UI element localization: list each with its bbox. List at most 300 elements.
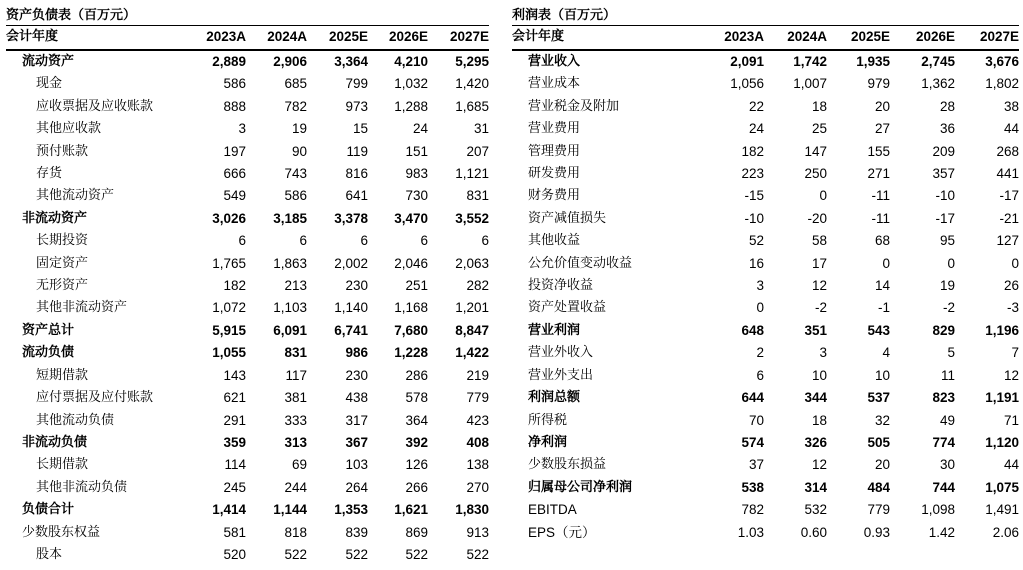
- row-value: 7: [1011, 345, 1019, 361]
- row-value: 2,889: [212, 54, 246, 69]
- header-year: 2024A: [764, 26, 827, 50]
- table-row: [512, 320, 1019, 342]
- row-value: -15: [744, 188, 764, 204]
- row-value: 586: [284, 188, 307, 204]
- row-value: 24: [748, 121, 764, 137]
- table-row: [512, 432, 1019, 454]
- row-label: 负债合计: [22, 502, 75, 518]
- row-value: 49: [939, 412, 955, 428]
- row-value: 1.42: [928, 524, 955, 540]
- row-value: 6: [360, 233, 368, 249]
- row-value: -10: [744, 210, 764, 226]
- row-value: 2,002: [334, 255, 368, 271]
- row-value: 103: [345, 457, 368, 473]
- row-value: 543: [867, 322, 890, 338]
- table-row: [6, 185, 489, 207]
- row-value: 314: [804, 479, 827, 495]
- row-value: 1,228: [394, 345, 428, 361]
- row-value: 522: [466, 546, 489, 562]
- header-year: 2027E: [428, 26, 489, 50]
- row-value: 505: [867, 434, 890, 450]
- row-value: 8,847: [455, 322, 489, 338]
- row-value: 537: [867, 390, 890, 406]
- row-label: 存货: [36, 166, 63, 182]
- table-row: [6, 544, 489, 566]
- table-row: [6, 275, 489, 297]
- row-value: 782: [741, 502, 764, 518]
- row-label: 预付账款: [36, 143, 89, 159]
- row-value: 18: [811, 412, 827, 428]
- row-label: 长期投资: [36, 233, 89, 249]
- table-row: [512, 163, 1019, 185]
- balance-sheet-table: [6, 26, 489, 566]
- row-value: 119: [346, 143, 368, 159]
- row-label: 其他应收款: [36, 121, 102, 137]
- row-value: 126: [405, 457, 428, 473]
- table-row: [512, 342, 1019, 364]
- row-label: 公允价值变动收益: [528, 255, 633, 271]
- row-value: 829: [932, 322, 955, 338]
- row-value: 20: [874, 457, 890, 473]
- row-value: 3: [756, 278, 764, 294]
- row-label: 非流动负债: [22, 434, 88, 450]
- table-row: [512, 387, 1019, 409]
- row-label: 短期借款: [36, 367, 89, 383]
- row-value: 1,685: [455, 98, 489, 114]
- table-row: [512, 141, 1019, 163]
- row-value: 70: [748, 412, 764, 428]
- header-fiscal-year: 会计年度: [512, 26, 701, 50]
- row-value: -1: [877, 300, 890, 316]
- income-statement-panel: [512, 6, 1019, 544]
- table-row: [512, 50, 1019, 73]
- table-row: [512, 96, 1019, 118]
- row-value: 869: [405, 524, 428, 540]
- row-value: 26: [1003, 278, 1019, 294]
- header-year: 2027E: [955, 26, 1019, 50]
- table-row: [512, 477, 1019, 499]
- row-value: 1,288: [394, 98, 428, 114]
- header-year: 2025E: [307, 26, 368, 50]
- row-value: 5,295: [455, 54, 489, 69]
- table-row: [6, 118, 489, 140]
- row-value: 2: [756, 345, 764, 361]
- row-value: 30: [939, 457, 955, 473]
- table-row: [6, 96, 489, 118]
- balance-sheet-title: 资产负债表（百万元）: [6, 8, 137, 23]
- row-value: 10: [874, 367, 890, 383]
- row-value: 2,906: [273, 54, 307, 69]
- row-value: 392: [405, 434, 428, 450]
- table-row: [512, 230, 1019, 252]
- row-value: 666: [223, 166, 246, 182]
- row-value: 986: [345, 345, 368, 361]
- row-label: 营业收入: [528, 54, 581, 69]
- row-value: 0.93: [863, 524, 890, 540]
- row-value: 648: [741, 322, 764, 338]
- row-value: 4,210: [394, 54, 428, 69]
- row-value: 1,072: [212, 300, 246, 316]
- row-value: 1,422: [455, 345, 489, 361]
- income-statement-table: [512, 26, 1019, 544]
- row-value: 3,470: [394, 210, 428, 226]
- row-value: -2: [942, 300, 955, 316]
- row-value: 333: [284, 412, 307, 428]
- row-value: 423: [466, 412, 489, 428]
- row-value: 2.06: [992, 524, 1019, 540]
- row-value: 1,863: [273, 255, 307, 271]
- row-label: 其他收益: [528, 233, 581, 249]
- income-statement-body: [512, 50, 1019, 544]
- table-row: [6, 163, 489, 185]
- table-row: [6, 73, 489, 95]
- row-value: 11: [940, 367, 955, 383]
- row-value: 117: [285, 367, 307, 383]
- table-row: [6, 297, 489, 319]
- row-value: 71: [1003, 412, 1019, 428]
- row-value: 37: [748, 457, 764, 473]
- row-value: 1,144: [273, 502, 307, 518]
- row-label: 少数股东损益: [528, 457, 607, 473]
- row-value: 291: [223, 412, 246, 428]
- row-value: 1,742: [793, 54, 827, 69]
- row-value: 3,185: [273, 210, 307, 226]
- balance-sheet-body: [6, 50, 489, 566]
- row-value: 1,191: [985, 390, 1019, 406]
- row-label: 投资净收益: [528, 278, 594, 294]
- row-value: 351: [804, 322, 827, 338]
- row-label: 财务费用: [528, 188, 581, 204]
- row-label: 营业外支出: [528, 367, 594, 383]
- row-value: 685: [284, 76, 307, 92]
- row-value: 20: [874, 98, 890, 114]
- row-label: 少数股东权益: [22, 524, 101, 540]
- header-row: [512, 26, 1019, 50]
- row-value: 1,140: [334, 300, 368, 316]
- row-label: 管理费用: [528, 143, 581, 159]
- row-value: 1,055: [212, 345, 246, 361]
- header-fiscal-year: 会计年度: [6, 26, 187, 50]
- row-value: 230: [345, 278, 368, 294]
- row-value: 538: [741, 479, 764, 495]
- row-value: 12: [811, 278, 827, 294]
- table-row: [512, 208, 1019, 230]
- row-value: 1,765: [212, 255, 246, 271]
- table-row: [6, 342, 489, 364]
- row-label: 资产减值损失: [528, 210, 607, 226]
- row-value: 574: [741, 434, 764, 450]
- table-row: [512, 365, 1019, 387]
- balance-sheet-panel: [6, 6, 489, 566]
- row-value: 522: [405, 546, 428, 562]
- row-value: 0.60: [800, 524, 827, 540]
- table-row: [6, 410, 489, 432]
- row-value: 6: [299, 233, 307, 249]
- row-value: 5,915: [212, 322, 246, 338]
- row-value: 744: [932, 479, 955, 495]
- table-row: [6, 320, 489, 342]
- row-value: 182: [741, 143, 764, 159]
- row-value: 271: [867, 166, 890, 182]
- row-value: 16: [748, 255, 764, 271]
- row-value: 6: [420, 233, 428, 249]
- row-value: 3,676: [985, 54, 1019, 69]
- row-value: 973: [345, 98, 368, 114]
- row-value: 1,491: [985, 502, 1019, 518]
- header-year: 2024A: [246, 26, 307, 50]
- row-label: 其他流动资产: [36, 188, 115, 204]
- row-value: 69: [291, 457, 307, 473]
- row-value: 12: [1003, 367, 1019, 383]
- row-value: 621: [223, 390, 246, 406]
- row-value: 182: [223, 278, 246, 294]
- row-value: 831: [284, 345, 307, 361]
- row-value: 779: [867, 502, 890, 518]
- row-label: 利润总额: [528, 390, 581, 406]
- row-value: 7,680: [394, 322, 428, 338]
- row-value: 32: [874, 412, 890, 428]
- row-value: 0: [756, 300, 764, 316]
- header-year: 2026E: [890, 26, 955, 50]
- table-row: [512, 73, 1019, 95]
- row-value: 1.03: [737, 524, 764, 540]
- table-row: [512, 499, 1019, 521]
- header-year: 2026E: [368, 26, 428, 50]
- row-label: 营业费用: [528, 121, 581, 137]
- row-value: 520: [223, 546, 246, 562]
- row-value: 578: [405, 390, 428, 406]
- row-label: 流动负债: [22, 345, 75, 361]
- row-value: 244: [284, 479, 307, 495]
- row-value: 3: [819, 345, 827, 361]
- row-value: -2: [814, 300, 827, 316]
- row-value: -11: [871, 210, 890, 226]
- row-value: 266: [405, 479, 428, 495]
- row-value: 28: [939, 98, 955, 114]
- row-value: 52: [748, 233, 764, 249]
- row-value: 6: [756, 367, 764, 383]
- row-value: 782: [284, 98, 307, 114]
- row-value: -17: [999, 188, 1019, 204]
- row-value: 0: [882, 255, 890, 271]
- table-row: [6, 499, 489, 521]
- row-value: 799: [345, 76, 368, 92]
- row-value: -3: [1006, 300, 1019, 316]
- row-value: 1,353: [334, 502, 368, 518]
- row-label: EPS（元）: [528, 524, 596, 540]
- table-row: [512, 118, 1019, 140]
- row-label: 资产处置收益: [528, 300, 607, 316]
- row-value: 3: [238, 121, 246, 137]
- table-row: [6, 230, 489, 252]
- row-value: 326: [804, 434, 827, 450]
- row-label: 无形资产: [36, 278, 89, 294]
- table-row: [6, 50, 489, 73]
- row-value: 1,103: [273, 300, 307, 316]
- row-value: 730: [405, 188, 428, 204]
- row-value: 15: [352, 121, 368, 137]
- row-value: 207: [466, 143, 489, 159]
- row-value: 270: [466, 479, 489, 495]
- row-label: 应付票据及应付账款: [36, 390, 154, 406]
- row-value: 357: [932, 166, 955, 182]
- row-value: 344: [804, 390, 827, 406]
- row-value: 209: [932, 143, 955, 159]
- table-row: [6, 387, 489, 409]
- table-row: [512, 454, 1019, 476]
- row-label: 长期借款: [36, 457, 89, 473]
- row-value: 58: [811, 233, 827, 249]
- row-value: 36: [939, 121, 955, 137]
- row-value: 6,741: [334, 322, 368, 338]
- row-value: 19: [939, 278, 955, 294]
- row-label: 固定资产: [36, 255, 89, 271]
- row-value: 1,032: [394, 76, 428, 92]
- row-value: 823: [932, 390, 955, 406]
- row-value: 14: [874, 278, 890, 294]
- row-value: 223: [741, 166, 764, 182]
- row-value: 1,201: [455, 300, 489, 316]
- table-row: [512, 297, 1019, 319]
- table-row: [6, 432, 489, 454]
- row-value: 3,378: [334, 210, 368, 226]
- table-row: [6, 253, 489, 275]
- row-value: -20: [807, 210, 827, 226]
- row-value: 816: [345, 166, 368, 182]
- row-label: 资产总计: [22, 322, 75, 338]
- row-value: 282: [466, 278, 489, 294]
- row-value: 0: [1011, 255, 1019, 271]
- row-value: 0: [947, 255, 955, 271]
- row-value: 230: [345, 367, 368, 383]
- row-value: 27: [874, 121, 890, 137]
- header-year: 2023A: [187, 26, 246, 50]
- row-value: 245: [223, 479, 246, 495]
- row-value: 549: [223, 188, 246, 204]
- row-value: 1,056: [730, 76, 764, 92]
- row-value: 2,745: [921, 54, 955, 69]
- row-value: 839: [345, 524, 368, 540]
- row-value: 381: [284, 390, 307, 406]
- row-value: 831: [466, 188, 489, 204]
- row-label: 其他非流动资产: [36, 300, 128, 316]
- row-value: 2,046: [394, 255, 428, 271]
- row-value: 2,091: [730, 54, 764, 69]
- row-label: 非流动资产: [22, 210, 88, 226]
- table-row: [6, 477, 489, 499]
- row-label: 营业成本: [528, 76, 581, 92]
- row-value: 743: [284, 166, 307, 182]
- table-row: [6, 208, 489, 230]
- row-value: 1,168: [394, 300, 428, 316]
- row-label: 其他流动负债: [36, 412, 115, 428]
- row-value: 1,935: [856, 54, 890, 69]
- row-value: 1,120: [985, 434, 1019, 450]
- header-year: 2023A: [701, 26, 764, 50]
- row-value: 264: [345, 479, 368, 495]
- row-value: 38: [1003, 98, 1019, 114]
- row-value: -17: [935, 210, 955, 226]
- row-value: 6,091: [273, 322, 307, 338]
- row-value: 1,196: [985, 322, 1019, 338]
- row-value: 151: [405, 143, 428, 159]
- row-value: 367: [345, 434, 368, 450]
- income-statement-title: 利润表（百万元）: [512, 8, 617, 23]
- table-row: [6, 522, 489, 544]
- row-value: 3,552: [455, 210, 489, 226]
- row-label: 研发费用: [528, 166, 581, 182]
- row-value: 1,007: [793, 76, 827, 92]
- row-value: 10: [811, 367, 827, 383]
- table-row: [6, 365, 489, 387]
- row-value: 359: [223, 434, 246, 450]
- row-value: 1,121: [455, 166, 489, 182]
- row-label: 营业税金及附加: [528, 98, 620, 114]
- row-value: 44: [1003, 121, 1019, 137]
- row-label: 流动资产: [22, 54, 75, 69]
- row-value: 12: [811, 457, 827, 473]
- row-value: 1,362: [921, 76, 955, 92]
- row-value: 1,830: [455, 502, 489, 518]
- table-row: [6, 141, 489, 163]
- row-value: 24: [412, 121, 428, 137]
- row-value: 441: [996, 166, 1019, 182]
- row-value: 213: [284, 278, 307, 294]
- row-value: 1,802: [985, 76, 1019, 92]
- row-value: 138: [466, 457, 489, 473]
- row-value: 25: [811, 121, 827, 137]
- row-label: EBITDA: [528, 502, 577, 518]
- row-label: 其他非流动负债: [36, 479, 128, 495]
- row-value: 44: [1003, 457, 1019, 473]
- header-year: 2025E: [827, 26, 890, 50]
- row-value: 3,364: [334, 54, 368, 69]
- row-value: 1,075: [985, 479, 1019, 495]
- row-value: 1,420: [455, 76, 489, 92]
- row-label: 应收票据及应收账款: [36, 98, 154, 114]
- table-row: [512, 275, 1019, 297]
- row-value: 774: [932, 434, 955, 450]
- row-value: 68: [874, 233, 890, 249]
- row-value: 114: [224, 457, 246, 473]
- row-value: 2,063: [455, 255, 489, 271]
- row-value: 197: [223, 143, 246, 159]
- row-value: 251: [405, 278, 428, 294]
- table-row: [512, 185, 1019, 207]
- row-value: 147: [804, 143, 827, 159]
- row-value: 364: [405, 412, 428, 428]
- row-value: 19: [291, 121, 307, 137]
- row-value: -11: [871, 188, 890, 204]
- row-value: 90: [291, 143, 307, 159]
- row-value: 1,414: [212, 502, 246, 518]
- row-value: 31: [473, 121, 489, 137]
- row-value: 4: [882, 345, 890, 361]
- row-value: 3,026: [212, 210, 246, 226]
- row-value: 913: [466, 524, 489, 540]
- row-value: 317: [345, 412, 368, 428]
- row-value: 268: [996, 143, 1019, 159]
- row-value: 522: [284, 546, 307, 562]
- row-value: 979: [867, 76, 890, 92]
- row-value: 18: [811, 98, 827, 114]
- row-value: 1,098: [921, 502, 955, 518]
- row-value: 0: [819, 188, 827, 204]
- row-value: 286: [405, 367, 428, 383]
- row-value: 408: [466, 434, 489, 450]
- row-value: 644: [741, 390, 764, 406]
- row-label: 净利润: [528, 434, 568, 450]
